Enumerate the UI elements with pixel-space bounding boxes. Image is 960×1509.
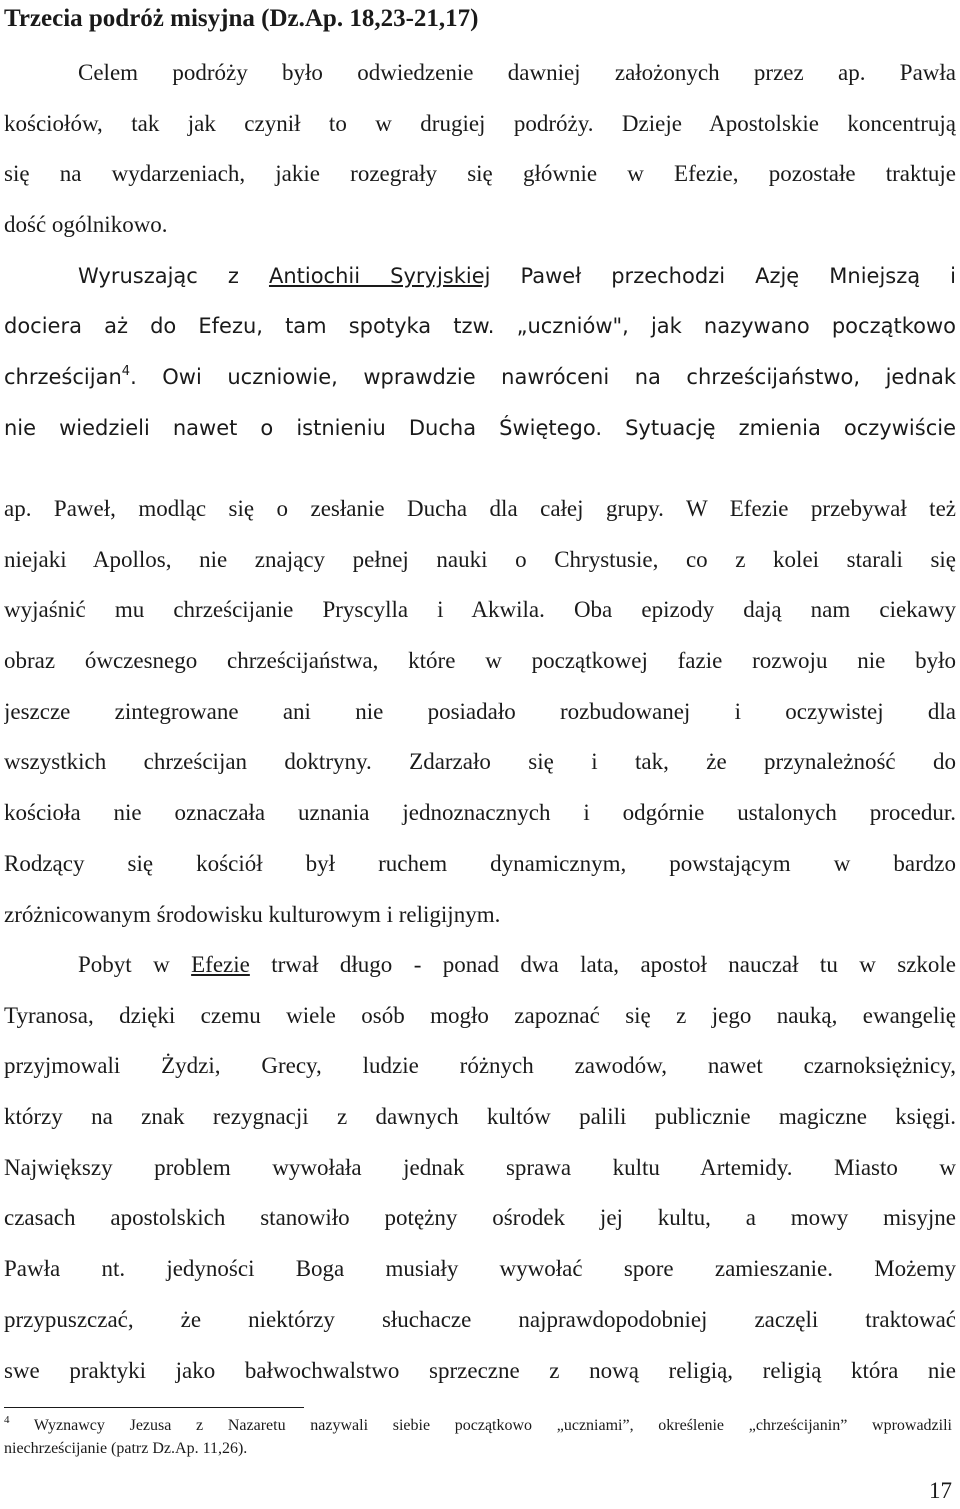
text-span: chrześcijan: [4, 365, 122, 390]
text-span: trwał długo - ponad dwa lata, apostoł nauczał tu w szkole: [249, 952, 956, 977]
paragraph-2-cont: [4, 484, 956, 940]
text-line: [4, 940, 956, 991]
text-line: przypuszczać, że niektórzy słuchacze najprawdopodobniej zaczęli traktować: [4, 1306, 956, 1332]
text-line: obraz ówczesnego chrześcijaństwa, które w początkowej fazie rozwoju nie było: [4, 648, 956, 674]
text-line: się na wydarzeniach, jakie rozegrały się głównie w Efezie, pozostałe traktuje: [4, 161, 956, 187]
text-line: swe praktyki jako bałwochwalstwo sprzeczne z nową religią, religią która nie: [4, 1357, 956, 1383]
text-line: którzy na znak rezygnacji z dawnych kultów palili publicznie magiczne księgi.: [4, 1104, 956, 1130]
text-span: Wyruszając z: [78, 263, 269, 288]
document-body: [4, 48, 956, 454]
footnote-line: niechrześcijanie (patrz Dz.Ap. 11,26).: [4, 1440, 248, 1457]
text-line: Pawła nt. jedyności Boga musiały wywołać spore zamieszanie. Możemy: [4, 1256, 956, 1282]
text-span: Wyznawcy Jezusa z Nazaretu nazywali siebie początkowo „uczniami”, określenie „chrześcijanin” wprowadzili: [9, 1417, 952, 1434]
link-antiochia[interactable]: Antiochii Syryjskiej: [268, 263, 491, 288]
text-line: wyjaśnić mu chrześcijanie Pryscylla i Akwila. Oba epizody dają nam ciekawy: [4, 597, 956, 623]
section-title: Trzecia podróż misyjna (Dz.Ap. 18,23-21,17): [4, 5, 479, 32]
text-line: jeszcze zintegrowane ani nie posiadało rozbudowanej i oczywistej dla: [4, 698, 956, 724]
page-number: 17: [929, 1478, 952, 1503]
text-span: Pobyt w: [78, 952, 192, 977]
text-line: [4, 352, 956, 403]
text-line: niejaki Apollos, nie znający pełnej nauki o Chrystusie, co z kolei starali się: [4, 546, 956, 572]
text-span: . Owi uczniowie, wprawdzie nawróceni na chrześcijaństwo, jednak: [130, 365, 956, 390]
footnote-ref[interactable]: 4: [121, 364, 131, 380]
text-line: zróżnicowanym środowisku kulturowym i religijnym.: [4, 901, 501, 927]
text-line: [4, 251, 956, 302]
text-line: kościoła nie oznaczała uznania jednoznacznych i odgórnie ustalonych procedur.: [4, 800, 956, 826]
text-line: kościołów, tak jak czynił to w drugiej podróży. Dzieje Apostolskie koncentrują: [4, 110, 956, 136]
document-body-cont: [4, 484, 956, 940]
text-line: wszystkich chrześcijan doktryny. Zdarzało się i tak, że przynależność do: [4, 749, 956, 775]
document-body-cont-2: [4, 940, 956, 1396]
text-line: Największy problem wywołała jednak sprawa kultu Artemidy. Miasto w: [4, 1154, 956, 1180]
paragraph-3: [4, 940, 956, 1396]
text-line: nie wiedzieli nawet o istnieniu Ducha Świętego. Sytuację zmienia oczywiście: [4, 415, 956, 440]
text-line: czasach apostolskich stanowiło potężny ośrodek jej kultu, a mowy misyjne: [4, 1205, 956, 1231]
text-line: Celem podróży było odwiedzenie dawniej założonych przez ap. Pawła: [78, 60, 956, 85]
footnote-line: [4, 1414, 952, 1437]
footnote: [4, 1414, 952, 1460]
text-line: dość ogólnikowo.: [4, 212, 168, 238]
paragraph-1: [4, 48, 956, 251]
footnote-marker: 4: [4, 1414, 10, 1426]
text-line: Rodzący się kościół był ruchem dynamicznym, powstającym w bardzo: [4, 850, 956, 876]
paragraph-2: [4, 251, 956, 454]
footnote-divider: [4, 1407, 304, 1408]
text-line: ap. Paweł, modląc się o zesłanie Ducha dla całej grupy. W Efezie przebywał też: [4, 496, 956, 521]
link-efez[interactable]: Efezie: [191, 952, 250, 977]
text-line: przyjmowali Żydzi, Grecy, ludzie różnych zawodów, nawet czarnoksiężnicy,: [4, 1053, 956, 1079]
text-span: Paweł przechodzi Azję Mniejszą i: [490, 263, 956, 288]
text-line: Tyranosa, dzięki czemu wiele osób mogło zapoznać się z jego nauką, ewangelię: [4, 1002, 956, 1028]
text-line: dociera aż do Efezu, tam spotyka tzw. „uczniów", jak nazywano początkowo: [4, 314, 956, 339]
